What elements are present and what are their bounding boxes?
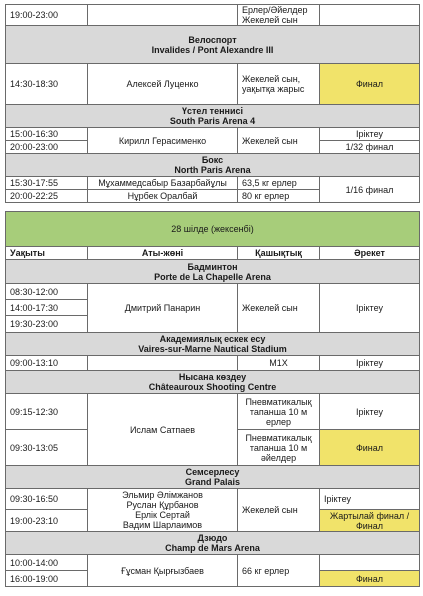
table-row xyxy=(6,64,420,105)
section-header-cycling xyxy=(6,26,420,64)
sport-name: Нысана көздеу xyxy=(178,372,247,382)
date-header xyxy=(6,212,420,247)
event-cell: 66 кг ерлер xyxy=(238,555,320,587)
stage-cell: Іріктеу xyxy=(320,356,420,371)
time-cell: 09:00-13:10 xyxy=(6,356,88,371)
athlete-name: Вадим Шарлаимов xyxy=(122,520,203,530)
time-cell: 08:30-12:00 xyxy=(6,284,88,300)
stage-cell: 1/16 финал xyxy=(320,177,420,203)
stage-cell: Іріктеу xyxy=(320,284,420,333)
section-header-fencing xyxy=(6,466,420,489)
venue-name: South Paris Arena 4 xyxy=(169,116,256,126)
time-cell: 15:30-17:55 xyxy=(6,177,88,190)
section-header-badminton xyxy=(6,260,420,284)
time-cell: 19:30-23:00 xyxy=(6,316,88,333)
stage-cell: Іріктеу xyxy=(320,128,420,141)
stage-cell: 1/32 финал xyxy=(320,141,420,154)
schedule-table-1 xyxy=(5,4,420,203)
time-cell: 15:00-16:30 xyxy=(6,128,88,141)
event-cell: 63,5 кг ерлер xyxy=(238,177,320,190)
time-cell: 20:00-22:25 xyxy=(6,190,88,203)
sport-name: Үстел теннисі xyxy=(182,106,243,116)
venue-name: Invalides / Pont Alexandre III xyxy=(151,44,274,55)
event-cell: Пневматикалық тапанша 10 м әйелдер xyxy=(238,430,320,466)
athletes-cell xyxy=(88,489,238,532)
time-cell: 20:00-23:00 xyxy=(6,141,88,154)
athlete-cell: Ғұсман Қырғызбаев xyxy=(88,555,238,587)
col-header-action: Әрекет xyxy=(320,247,420,260)
col-header-distance: Қашықтық xyxy=(238,247,320,260)
time-cell: 09:30-16:50 xyxy=(6,489,88,510)
stage-cell-final: Финал xyxy=(320,64,420,105)
schedule-table-2 xyxy=(5,211,420,587)
venue-name: Vaires-sur-Marne Nautical Stadium xyxy=(138,344,287,354)
athlete-cell: Ислам Сатпаев xyxy=(88,394,238,466)
event-cell: Жекелей сын xyxy=(238,489,320,532)
section-header-judo xyxy=(6,532,420,555)
venue-name: Champ de Mars Arena xyxy=(165,543,260,553)
date-title: 28 шілде (жексенбі) xyxy=(6,212,420,247)
section-header-boxing xyxy=(6,154,420,177)
section-header-tabletennis xyxy=(6,105,420,128)
table-row xyxy=(6,5,420,26)
time-cell: 14:00-17:30 xyxy=(6,300,88,316)
venue-name: North Paris Arena xyxy=(174,165,251,175)
venue-name: Grand Palais xyxy=(184,477,241,487)
athlete-cell: Алексей Луценко xyxy=(88,64,238,105)
section-header-rowing xyxy=(6,333,420,356)
event-cell: Жекелей сын xyxy=(238,128,320,154)
event-cell: Жекелей сын, уақытқа жарыс xyxy=(238,64,320,105)
athlete-name: Руслан Құрбанов xyxy=(126,500,199,510)
athlete-name: Эльмир Әлімжанов xyxy=(122,490,203,500)
table-row xyxy=(6,284,420,300)
sport-name: Дзюдо xyxy=(197,533,228,543)
event-cell: Пневматикалық тапанша 10 м ерлер xyxy=(238,394,320,430)
stage-cell-final: Финал xyxy=(320,430,420,466)
athlete-name: Ерлік Сертай xyxy=(135,510,190,520)
table-row xyxy=(6,128,420,141)
sport-name: Бадминтон xyxy=(187,261,238,272)
stage-cell: Іріктеу xyxy=(320,394,420,430)
sport-name: Велоспорт xyxy=(188,34,237,45)
sport-name: Академиялық ескек есу xyxy=(159,334,266,344)
athlete-cell: Нұрбек Оралбай xyxy=(88,190,238,203)
event-cell: 80 кг ерлер xyxy=(238,190,320,203)
time-cell: 09:30-13:05 xyxy=(6,430,88,466)
venue-name: Porte de La Chapelle Arena xyxy=(154,271,271,282)
athlete-cell: Мұхаммедсабыр Базарбайұлы xyxy=(88,177,238,190)
column-headers xyxy=(6,247,420,260)
sport-name: Семсерлесу xyxy=(185,467,240,477)
stage-cell-final: Жартылай финал / Финал xyxy=(320,510,420,532)
event-cell: Жекелей сын xyxy=(238,284,320,333)
table-row xyxy=(6,356,420,371)
sport-name: Бокс xyxy=(201,155,224,165)
col-header-name: Аты-жөні xyxy=(88,247,238,260)
athlete-cell: Кирилл Герасименко xyxy=(88,128,238,154)
section-header-shooting xyxy=(6,371,420,394)
table-row xyxy=(6,177,420,190)
time-cell: 16:00-19:00 xyxy=(6,571,88,587)
col-header-time: Уақыты xyxy=(6,247,88,260)
stage-cell-final: Финал xyxy=(320,571,420,587)
table-row xyxy=(6,555,420,571)
venue-name: Châteauroux Shooting Centre xyxy=(148,382,277,392)
table-row xyxy=(6,394,420,430)
stage-cell: Іріктеу xyxy=(320,489,420,510)
time-cell: 10:00-14:00 xyxy=(6,555,88,571)
time-cell: 14:30-18:30 xyxy=(6,64,88,105)
time-cell: 19:00-23:00 xyxy=(6,5,88,26)
event-cell: М1Х xyxy=(238,356,320,371)
event-cell: Ерлер/Әйелдер Жекелей сын xyxy=(238,5,320,26)
table-row xyxy=(6,489,420,510)
athlete-cell: Дмитрий Панарин xyxy=(88,284,238,333)
time-cell: 09:15-12:30 xyxy=(6,394,88,430)
time-cell: 19:00-23:10 xyxy=(6,510,88,532)
